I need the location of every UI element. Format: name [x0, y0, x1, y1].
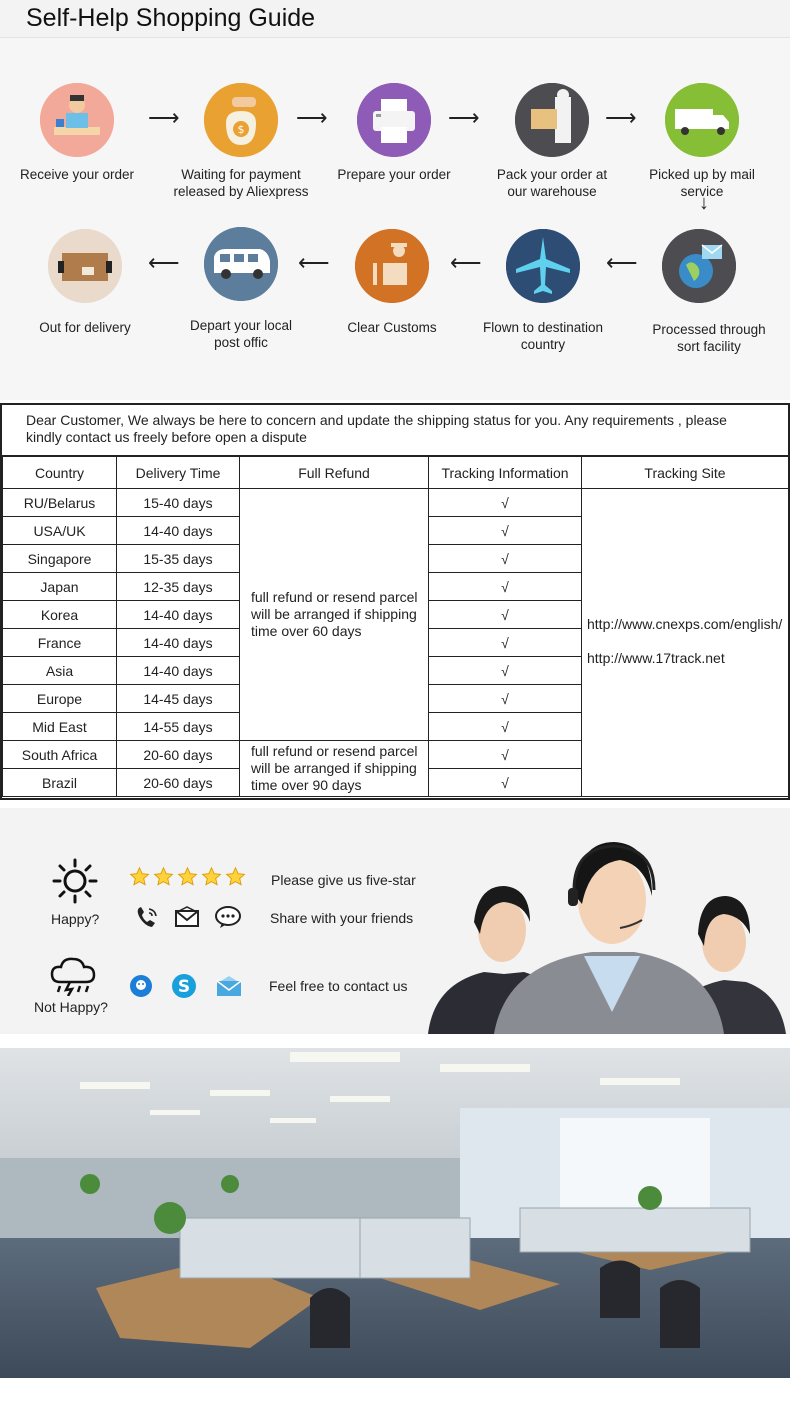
pack-box-icon	[515, 83, 589, 157]
cell-country: Singapore	[3, 545, 117, 573]
customs-officer-icon	[355, 229, 429, 303]
support-staff-photo	[424, 834, 790, 1034]
step-picked-up	[627, 83, 777, 200]
cell-country: USA/UK	[3, 517, 117, 545]
storm-cloud-icon	[48, 954, 98, 1001]
cell-track: √	[429, 629, 582, 657]
step-sort-facility	[624, 229, 774, 355]
arrow-right-icon: ⟶	[148, 105, 180, 130]
share-text: Share with your friends	[270, 910, 414, 926]
cell-time: 14-55 days	[117, 713, 240, 741]
cell-time: 14-45 days	[117, 685, 240, 713]
cell-time: 14-40 days	[117, 517, 240, 545]
cell-country: Asia	[3, 657, 117, 685]
arrow-right-icon: ⟶	[296, 105, 328, 130]
cell-track: √	[429, 573, 582, 601]
contact-icons	[129, 973, 243, 999]
arrow-left-icon: ⟵	[450, 250, 482, 275]
globe-mail-icon	[662, 229, 736, 303]
five-star-text: Please give us five-star	[271, 872, 416, 888]
step-label: Prepare your order	[337, 167, 451, 182]
phone-icon[interactable]	[134, 905, 160, 929]
tracking-site-link[interactable]: http://www.cnexps.com/english/	[587, 615, 783, 632]
receive-order-icon	[40, 83, 114, 157]
skype-icon[interactable]	[171, 973, 197, 999]
star-icon[interactable]	[177, 866, 198, 887]
cell-track: √	[429, 713, 582, 741]
chat-icon[interactable]	[214, 905, 242, 929]
cell-country: Brazil	[3, 769, 117, 797]
step-receive-order	[2, 83, 152, 184]
page-title: Self-Help Shopping Guide	[26, 4, 316, 32]
cell-country: Europe	[3, 685, 117, 713]
step-waiting-payment	[166, 83, 316, 200]
step-flown	[468, 229, 618, 353]
cell-time: 20-60 days	[117, 769, 240, 797]
not-happy-label: Not Happy?	[34, 999, 108, 1015]
feedback-section	[0, 808, 790, 1034]
cell-time: 20-60 days	[117, 741, 240, 769]
col-header-tracking-info: Tracking Information	[429, 457, 582, 489]
step-prepare-order	[319, 83, 469, 184]
shipping-table	[0, 403, 790, 800]
cell-track: √	[429, 685, 582, 713]
cell-country: France	[3, 629, 117, 657]
step-label: Waiting for payment released by Aliexpress	[173, 167, 309, 199]
arrow-left-icon: ⟵	[298, 250, 330, 275]
step-out-for-delivery	[10, 229, 160, 337]
shopping-guide-steps	[0, 38, 790, 400]
cell-time: 14-40 days	[117, 601, 240, 629]
star-icon[interactable]	[153, 866, 174, 887]
step-label: Processed through sort facility	[652, 322, 766, 354]
tracking-site-link[interactable]: http://www.17track.net	[587, 649, 725, 666]
printer-icon	[357, 83, 431, 157]
cell-refund-60: full refund or resend parcel will be arranged if shipping time over 60 days	[240, 489, 429, 741]
col-header-delivery-time: Delivery Time	[117, 457, 240, 489]
cell-country: RU/Belarus	[3, 489, 117, 517]
arrow-left-icon: ⟵	[606, 250, 638, 275]
step-label: Clear Customs	[347, 320, 437, 335]
cell-country: Japan	[3, 573, 117, 601]
cell-track: √	[429, 657, 582, 685]
qq-icon[interactable]	[129, 974, 153, 998]
step-depart-post-office	[166, 227, 316, 351]
van-icon	[204, 227, 278, 301]
arrow-down-icon: ↓	[699, 192, 709, 214]
arrow-right-icon: ⟶	[605, 105, 637, 130]
arrow-left-icon: ⟵	[148, 250, 180, 275]
cell-country: Korea	[3, 601, 117, 629]
page-header	[0, 0, 790, 38]
office-photo	[0, 1048, 790, 1378]
sun-icon	[52, 858, 98, 909]
step-label: Receive your order	[19, 167, 135, 182]
step-label: Picked up by mail service	[649, 167, 755, 199]
mail-icon[interactable]	[174, 906, 200, 928]
step-clear-customs	[317, 229, 467, 337]
col-header-country: Country	[3, 457, 117, 489]
star-icon[interactable]	[225, 866, 246, 887]
star-icon[interactable]	[201, 866, 222, 887]
parcel-icon	[48, 229, 122, 303]
arrow-right-icon: ⟶	[448, 105, 480, 130]
cell-track: √	[429, 601, 582, 629]
step-pack-order	[477, 83, 627, 200]
step-label: Depart your local post offic	[189, 318, 293, 350]
cell-track: √	[429, 489, 582, 517]
share-icons	[134, 905, 242, 929]
cell-time: 15-35 days	[117, 545, 240, 573]
truck-icon	[665, 83, 739, 157]
svg-text:S: S	[177, 977, 191, 997]
cell-refund-90: full refund or resend parcel will be arranged if shipping time over 90 days	[240, 741, 429, 797]
contact-text: Feel free to contact us	[269, 978, 408, 994]
shipping-intro: Dear Customer, We always be here to concern and update the shipping status for you. Any requirements , please kindly contact us freely before open a dispute	[2, 405, 788, 456]
col-header-tracking-site: Tracking Site	[582, 457, 789, 489]
five-star-rating[interactable]	[129, 866, 246, 887]
step-label: Flown to destination country	[482, 320, 604, 352]
cell-track: √	[429, 769, 582, 797]
cell-time: 12-35 days	[117, 573, 240, 601]
shipping-grid	[2, 456, 788, 797]
table-row	[3, 489, 789, 517]
money-bag-icon	[204, 83, 278, 157]
happy-label: Happy?	[51, 911, 100, 927]
col-header-full-refund: Full Refund	[240, 457, 429, 489]
step-label: Out for delivery	[39, 320, 131, 335]
svg-text:$: $	[237, 123, 245, 136]
email-icon[interactable]	[215, 975, 243, 997]
star-icon[interactable]	[129, 866, 150, 887]
cell-country: South Africa	[3, 741, 117, 769]
cell-track: √	[429, 517, 582, 545]
cell-track: √	[429, 545, 582, 573]
airplane-icon	[506, 229, 580, 303]
cell-country: Mid East	[3, 713, 117, 741]
cell-time: 15-40 days	[117, 489, 240, 517]
cell-track: √	[429, 741, 582, 769]
cell-tracking-sites	[582, 489, 789, 797]
step-label: Pack your order at our warehouse	[496, 167, 608, 199]
cell-time: 14-40 days	[117, 657, 240, 685]
cell-time: 14-40 days	[117, 629, 240, 657]
